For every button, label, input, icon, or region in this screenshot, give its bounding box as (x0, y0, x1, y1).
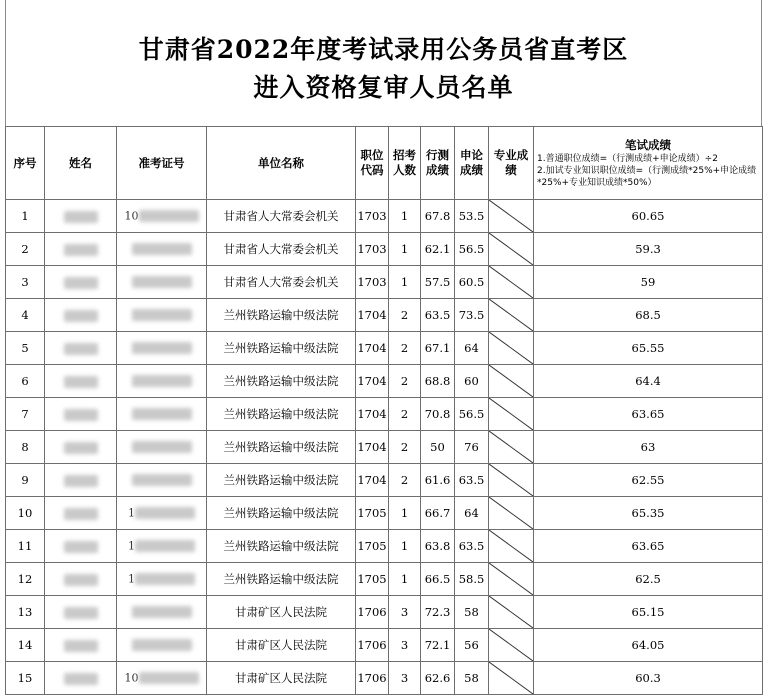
cell-recruit-count[interactable]: 1 (389, 200, 421, 233)
cell-professional[interactable] (489, 662, 534, 695)
cell-position-code[interactable]: 1704 (356, 464, 389, 497)
redacted-name (64, 244, 98, 256)
cell-seq[interactable]: 14 (6, 629, 45, 662)
cell-unit[interactable]: 兰州铁路运输中级法院 (207, 431, 356, 464)
cell-xingce[interactable]: 50 (421, 431, 455, 464)
table-row (6, 464, 763, 497)
cell-recruit-count[interactable]: 3 (389, 662, 421, 695)
cell-position-code[interactable]: 1704 (356, 365, 389, 398)
cell-written-score[interactable]: 63 (534, 431, 763, 464)
exam-id-visible-prefix: 10 (124, 209, 139, 223)
redacted-name (64, 343, 98, 355)
cell-name[interactable] (45, 332, 117, 365)
header-shenlun[interactable]: 申论成绩 (455, 127, 489, 200)
redacted-name (64, 508, 98, 520)
diagonal-slash-icon (489, 398, 533, 430)
cell-unit[interactable]: 甘肃矿区人民法院 (207, 662, 356, 695)
cell-xingce[interactable]: 62.1 (421, 233, 455, 266)
diagonal-slash-icon (489, 563, 533, 595)
redacted-exam-id (132, 342, 192, 354)
redacted-name (64, 277, 98, 289)
cell-xingce[interactable]: 63.8 (421, 530, 455, 563)
cell-professional[interactable] (489, 200, 534, 233)
cell-xingce[interactable]: 66.7 (421, 497, 455, 530)
cell-written-score[interactable]: 63.65 (534, 530, 763, 563)
cell-seq[interactable]: 4 (6, 299, 45, 332)
diagonal-slash-icon (489, 233, 533, 265)
header-seq[interactable]: 序号 (6, 127, 45, 200)
redacted-exam-id (135, 540, 195, 552)
cell-written-score[interactable]: 62.55 (534, 464, 763, 497)
cell-unit[interactable]: 兰州铁路运输中级法院 (207, 530, 356, 563)
cell-xingce[interactable]: 57.5 (421, 266, 455, 299)
cell-exam-id[interactable] (117, 398, 207, 431)
cell-shenlun[interactable]: 64 (455, 332, 489, 365)
cell-recruit-count[interactable]: 1 (389, 233, 421, 266)
cell-professional[interactable] (489, 563, 534, 596)
cell-written-score[interactable]: 60.65 (534, 200, 763, 233)
cell-position-code[interactable]: 1703 (356, 200, 389, 233)
cell-position-code[interactable]: 1703 (356, 233, 389, 266)
redacted-name (64, 409, 98, 421)
cell-seq[interactable]: 12 (6, 563, 45, 596)
header-name[interactable]: 姓名 (45, 127, 117, 200)
cell-name[interactable] (45, 200, 117, 233)
cell-exam-id[interactable] (117, 497, 207, 530)
header-row (6, 127, 763, 200)
cell-seq[interactable]: 9 (6, 464, 45, 497)
cell-xingce[interactable]: 63.5 (421, 299, 455, 332)
cell-xingce[interactable]: 61.6 (421, 464, 455, 497)
cell-recruit-count[interactable]: 2 (389, 431, 421, 464)
cell-exam-id[interactable] (117, 464, 207, 497)
cell-position-code[interactable]: 1705 (356, 530, 389, 563)
table-row (6, 497, 763, 530)
cell-recruit-count[interactable]: 2 (389, 398, 421, 431)
header-recruit-count[interactable]: 招考人数 (389, 127, 421, 200)
cell-shenlun[interactable]: 60.5 (455, 266, 489, 299)
cell-position-code[interactable]: 1704 (356, 398, 389, 431)
cell-name[interactable] (45, 662, 117, 695)
cell-position-code[interactable]: 1704 (356, 299, 389, 332)
header-exam-id[interactable]: 准考证号 (117, 127, 207, 200)
cell-exam-id[interactable] (117, 596, 207, 629)
diagonal-slash-icon (489, 200, 533, 232)
cell-seq[interactable]: 2 (6, 233, 45, 266)
redacted-name (64, 673, 98, 685)
cell-written-score[interactable]: 65.15 (534, 596, 763, 629)
header-professional[interactable]: 专业成绩 (489, 127, 534, 200)
redacted-exam-id (132, 375, 192, 387)
cell-xingce[interactable]: 72.1 (421, 629, 455, 662)
redacted-name (64, 310, 98, 322)
cell-written-score[interactable]: 64.05 (534, 629, 763, 662)
header-written[interactable] (534, 127, 763, 200)
cell-recruit-count[interactable]: 2 (389, 464, 421, 497)
redacted-exam-id (132, 276, 192, 288)
cell-written-score[interactable]: 59 (534, 266, 763, 299)
cell-exam-id[interactable] (117, 299, 207, 332)
cell-shenlun[interactable]: 58 (455, 596, 489, 629)
table-row (6, 563, 763, 596)
cell-shenlun[interactable]: 58.5 (455, 563, 489, 596)
redacted-name (64, 211, 98, 223)
diagonal-slash-icon (489, 662, 533, 694)
diagonal-slash-icon (489, 464, 533, 496)
cell-professional[interactable] (489, 464, 534, 497)
cell-xingce[interactable]: 67.1 (421, 332, 455, 365)
cell-professional[interactable] (489, 530, 534, 563)
cell-seq[interactable]: 5 (6, 332, 45, 365)
cell-seq[interactable]: 8 (6, 431, 45, 464)
cell-xingce[interactable]: 67.8 (421, 200, 455, 233)
cell-written-score[interactable]: 65.55 (534, 332, 763, 365)
header-xingce[interactable]: 行测成绩 (421, 127, 455, 200)
diagonal-slash-icon (489, 332, 533, 364)
cell-seq[interactable]: 10 (6, 497, 45, 530)
diagonal-slash-icon (489, 266, 533, 298)
diagonal-slash-icon (489, 497, 533, 529)
cell-position-code[interactable]: 1706 (356, 629, 389, 662)
cell-name[interactable] (45, 497, 117, 530)
cell-exam-id[interactable] (117, 266, 207, 299)
table-row (6, 596, 763, 629)
cell-shenlun[interactable]: 56 (455, 629, 489, 662)
cell-exam-id[interactable] (117, 200, 207, 233)
redacted-name (64, 574, 98, 586)
written-formula-2: 2.加试专业知识职位成绩=（行测成绩*25%+申论成绩*25%+专业知识成绩*50%） (537, 165, 757, 188)
cell-professional[interactable] (489, 431, 534, 464)
cell-exam-id[interactable] (117, 233, 207, 266)
cell-name[interactable] (45, 530, 117, 563)
header-position-code[interactable]: 职位代码 (356, 127, 389, 200)
cell-professional[interactable] (489, 332, 534, 365)
table-row (6, 431, 763, 464)
redacted-exam-id (132, 606, 192, 618)
cell-unit[interactable]: 兰州铁路运输中级法院 (207, 299, 356, 332)
cell-professional[interactable] (489, 365, 534, 398)
cell-position-code[interactable]: 1704 (356, 431, 389, 464)
cell-professional[interactable] (489, 299, 534, 332)
cell-written-score[interactable]: 63.65 (534, 398, 763, 431)
cell-exam-id[interactable] (117, 629, 207, 662)
cell-xingce[interactable]: 72.3 (421, 596, 455, 629)
cell-exam-id[interactable] (117, 662, 207, 695)
table-row (6, 200, 763, 233)
cell-recruit-count[interactable]: 3 (389, 596, 421, 629)
table-row (6, 233, 763, 266)
table-row (6, 398, 763, 431)
cell-professional[interactable] (489, 629, 534, 662)
table-row (6, 332, 763, 365)
cell-shenlun[interactable]: 64 (455, 497, 489, 530)
cell-exam-id[interactable] (117, 431, 207, 464)
cell-written-score[interactable]: 68.5 (534, 299, 763, 332)
cell-name[interactable] (45, 629, 117, 662)
cell-name[interactable] (45, 464, 117, 497)
diagonal-slash-icon (489, 530, 533, 562)
cell-recruit-count[interactable]: 1 (389, 266, 421, 299)
cell-name[interactable] (45, 365, 117, 398)
exam-id-visible-prefix: 1 (128, 572, 135, 586)
table-row (6, 365, 763, 398)
table-row (6, 629, 763, 662)
cell-shenlun[interactable]: 60 (455, 365, 489, 398)
cell-shenlun[interactable]: 53.5 (455, 200, 489, 233)
redacted-name (64, 640, 98, 652)
redacted-exam-id (135, 573, 195, 585)
cell-unit[interactable]: 兰州铁路运输中级法院 (207, 563, 356, 596)
cell-unit[interactable]: 甘肃省人大常委会机关 (207, 266, 356, 299)
cell-xingce[interactable]: 66.5 (421, 563, 455, 596)
cell-position-code[interactable]: 1706 (356, 662, 389, 695)
redacted-name (64, 376, 98, 388)
title-block (5, 0, 762, 126)
cell-recruit-count[interactable]: 1 (389, 530, 421, 563)
cell-professional[interactable] (489, 233, 534, 266)
redacted-exam-id (132, 243, 192, 255)
diagonal-slash-icon (489, 431, 533, 463)
cell-seq[interactable]: 11 (6, 530, 45, 563)
table-row (6, 662, 763, 695)
header-unit[interactable]: 单位名称 (207, 127, 356, 200)
diagonal-slash-icon (489, 299, 533, 331)
cell-name[interactable] (45, 563, 117, 596)
cell-shenlun[interactable]: 76 (455, 431, 489, 464)
redacted-exam-id (132, 309, 192, 321)
cell-professional[interactable] (489, 266, 534, 299)
cell-seq[interactable]: 6 (6, 365, 45, 398)
exam-id-visible-prefix: 10 (124, 671, 139, 685)
exam-id-visible-prefix: 1 (128, 506, 135, 520)
redacted-exam-id (132, 441, 192, 453)
cell-unit[interactable]: 兰州铁路运输中级法院 (207, 464, 356, 497)
redacted-name (64, 607, 98, 619)
cell-exam-id[interactable] (117, 365, 207, 398)
cell-seq[interactable]: 1 (6, 200, 45, 233)
table-row (6, 530, 763, 563)
cell-unit[interactable]: 甘肃矿区人民法院 (207, 629, 356, 662)
cell-xingce[interactable]: 62.6 (421, 662, 455, 695)
cell-shenlun[interactable]: 63.5 (455, 464, 489, 497)
cell-recruit-count[interactable]: 2 (389, 365, 421, 398)
cell-position-code[interactable]: 1704 (356, 332, 389, 365)
cell-exam-id[interactable] (117, 563, 207, 596)
table-row (6, 266, 763, 299)
cell-name[interactable] (45, 266, 117, 299)
cell-unit[interactable]: 甘肃省人大常委会机关 (207, 233, 356, 266)
cell-recruit-count[interactable]: 1 (389, 563, 421, 596)
cell-written-score[interactable]: 60.3 (534, 662, 763, 695)
cell-written-score[interactable]: 62.5 (534, 563, 763, 596)
cell-unit[interactable]: 兰州铁路运输中级法院 (207, 398, 356, 431)
cell-unit[interactable]: 甘肃矿区人民法院 (207, 596, 356, 629)
cell-name[interactable] (45, 398, 117, 431)
cell-recruit-count[interactable]: 2 (389, 332, 421, 365)
cell-written-score[interactable]: 59.3 (534, 233, 763, 266)
results-table (5, 126, 763, 695)
cell-unit[interactable]: 兰州铁路运输中级法院 (207, 365, 356, 398)
cell-xingce[interactable]: 68.8 (421, 365, 455, 398)
redacted-name (64, 475, 98, 487)
redacted-name (64, 541, 98, 553)
cell-seq[interactable]: 7 (6, 398, 45, 431)
redacted-exam-id (135, 507, 195, 519)
cell-position-code[interactable]: 1705 (356, 563, 389, 596)
cell-recruit-count[interactable]: 3 (389, 629, 421, 662)
cell-professional[interactable] (489, 497, 534, 530)
redacted-exam-id (132, 474, 192, 486)
diagonal-slash-icon (489, 365, 533, 397)
cell-shenlun[interactable]: 58 (455, 662, 489, 695)
redacted-exam-id (132, 408, 192, 420)
cell-professional[interactable] (489, 596, 534, 629)
cell-position-code[interactable]: 1705 (356, 497, 389, 530)
cell-exam-id[interactable] (117, 332, 207, 365)
cell-shenlun[interactable]: 56.5 (455, 233, 489, 266)
cell-shenlun[interactable]: 63.5 (455, 530, 489, 563)
redacted-exam-id (132, 639, 192, 651)
redacted-name (64, 442, 98, 454)
table-body (6, 200, 763, 695)
written-formula-1: 1.普通职位成绩=（行测成绩+申论成绩）÷2 (537, 153, 718, 164)
cell-shenlun[interactable]: 56.5 (455, 398, 489, 431)
cell-shenlun[interactable]: 73.5 (455, 299, 489, 332)
title-line-1: 甘肃省2022年度考试录用公务员省直考区 (138, 35, 629, 64)
table-row (6, 299, 763, 332)
written-title: 笔试成绩 (625, 137, 671, 152)
cell-name[interactable] (45, 431, 117, 464)
cell-position-code[interactable]: 1703 (356, 266, 389, 299)
cell-professional[interactable] (489, 398, 534, 431)
cell-position-code[interactable]: 1706 (356, 596, 389, 629)
cell-written-score[interactable]: 65.35 (534, 497, 763, 530)
cell-unit[interactable]: 兰州铁路运输中级法院 (207, 332, 356, 365)
exam-id-visible-prefix: 1 (128, 539, 135, 553)
cell-written-score[interactable]: 64.4 (534, 365, 763, 398)
cell-seq[interactable]: 15 (6, 662, 45, 695)
diagonal-slash-icon (489, 629, 533, 661)
cell-name[interactable] (45, 233, 117, 266)
cell-recruit-count[interactable]: 1 (389, 497, 421, 530)
cell-xingce[interactable]: 70.8 (421, 398, 455, 431)
cell-unit[interactable]: 甘肃省人大常委会机关 (207, 200, 356, 233)
cell-unit[interactable]: 兰州铁路运输中级法院 (207, 497, 356, 530)
cell-name[interactable] (45, 299, 117, 332)
cell-exam-id[interactable] (117, 530, 207, 563)
cell-seq[interactable]: 13 (6, 596, 45, 629)
diagonal-slash-icon (489, 596, 533, 628)
redacted-exam-id (139, 210, 199, 222)
cell-seq[interactable]: 3 (6, 266, 45, 299)
cell-recruit-count[interactable]: 2 (389, 299, 421, 332)
title-line-2: 进入资格复审人员名单 (253, 73, 514, 102)
cell-name[interactable] (45, 596, 117, 629)
redacted-exam-id (139, 672, 199, 684)
